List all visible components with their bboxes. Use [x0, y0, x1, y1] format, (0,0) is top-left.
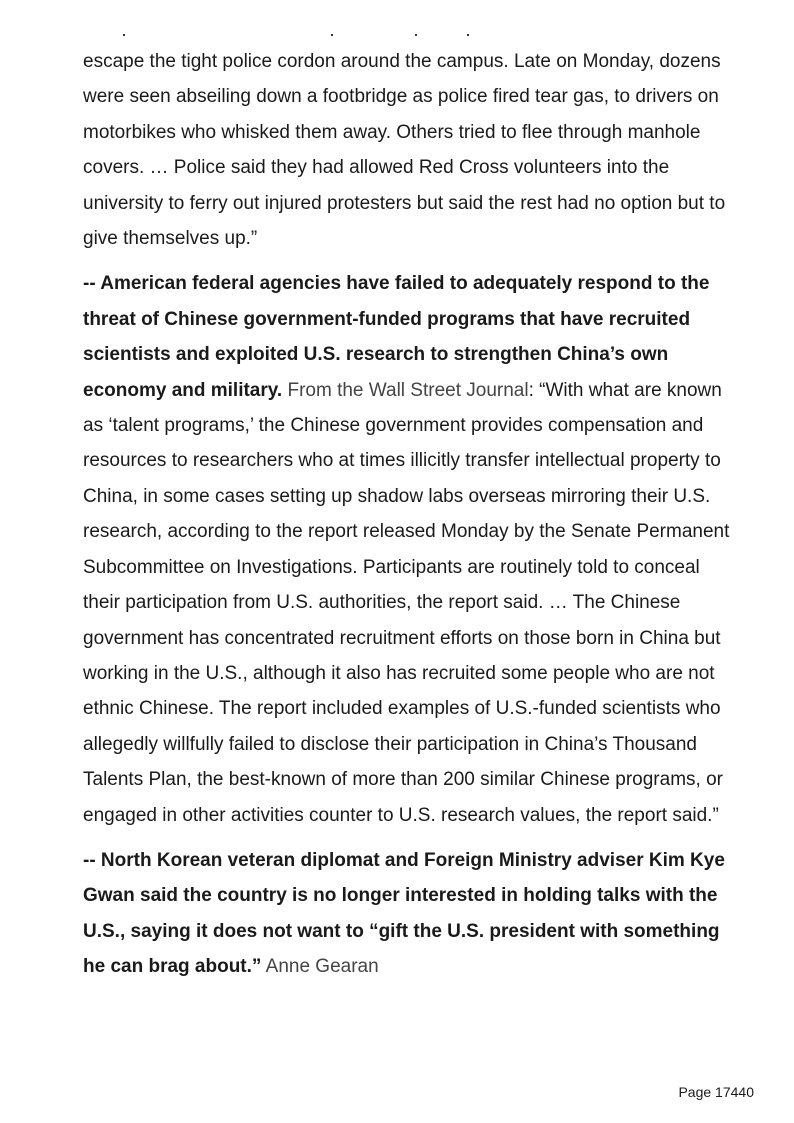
- news-item-north-korea: [83, 843, 733, 985]
- item-source: From the Wall Street Journal: [287, 379, 529, 401]
- glyph-fragment: [331, 34, 333, 36]
- paragraph-text: escape the tight police cordon around the campus. Late on Monday, dozens were seen abseiling down a footbridge as police fired tear gas, to drivers on motorbikes who whisked them away. Others tried to flee through manhole covers. … Police said they had allowed Red Cross volunteers into the university to ferry out injured protesters but said the rest had no option but to give themselves up.”: [83, 51, 726, 250]
- glyph-fragment: [123, 34, 125, 36]
- continued-paragraph: [83, 44, 733, 256]
- page-number: Page 17440: [678, 1084, 754, 1100]
- item-headline: -- American federal agencies have failed to adequately respond to the threat of Chinese government-funded programs that have recruited scientists and exploited U.S. research to strengthen China’s own economy and military.: [83, 273, 710, 401]
- item-source: Anne Gearan: [265, 956, 379, 978]
- glyph-fragment: [467, 34, 469, 36]
- item-body: : “With what are known as ‘talent programs,’ the Chinese government provides compensation and resources to researchers who at times illicitly transfer intellectual property to China, in some cases setting up shadow labs overseas mirroring their U.S. research, according to the report released Monday by the Senate Permanent Subcommittee on Investigations. Participants are routinely told to conceal their participation from U.S. authorities, the report said. … The Chinese government has concentrated recruitment efforts on those born in China but working in the U.S., although it also has recruited some people who are not ethnic Chinese. The report included examples of U.S.-funded scientists who allegedly willfully failed to disclose their participation in China’s Thousand Talents Plan, the best-known of more than 200 similar Chinese programs, or engaged in other activities counter to U.S. research values, the report said.”: [83, 379, 730, 826]
- glyph-fragment: [415, 34, 417, 36]
- item-headline: -- North Korean veteran diplomat and Foreign Ministry adviser Kim Kye Gwan said the country is no longer interested in holding talks with the U.S., saying it does not want to “gift the U.S. president with something he can brag about.”: [83, 849, 725, 978]
- news-item-talent-programs: [83, 266, 733, 833]
- cut-off-previous-line: [83, 24, 733, 38]
- document-body: [83, 44, 733, 985]
